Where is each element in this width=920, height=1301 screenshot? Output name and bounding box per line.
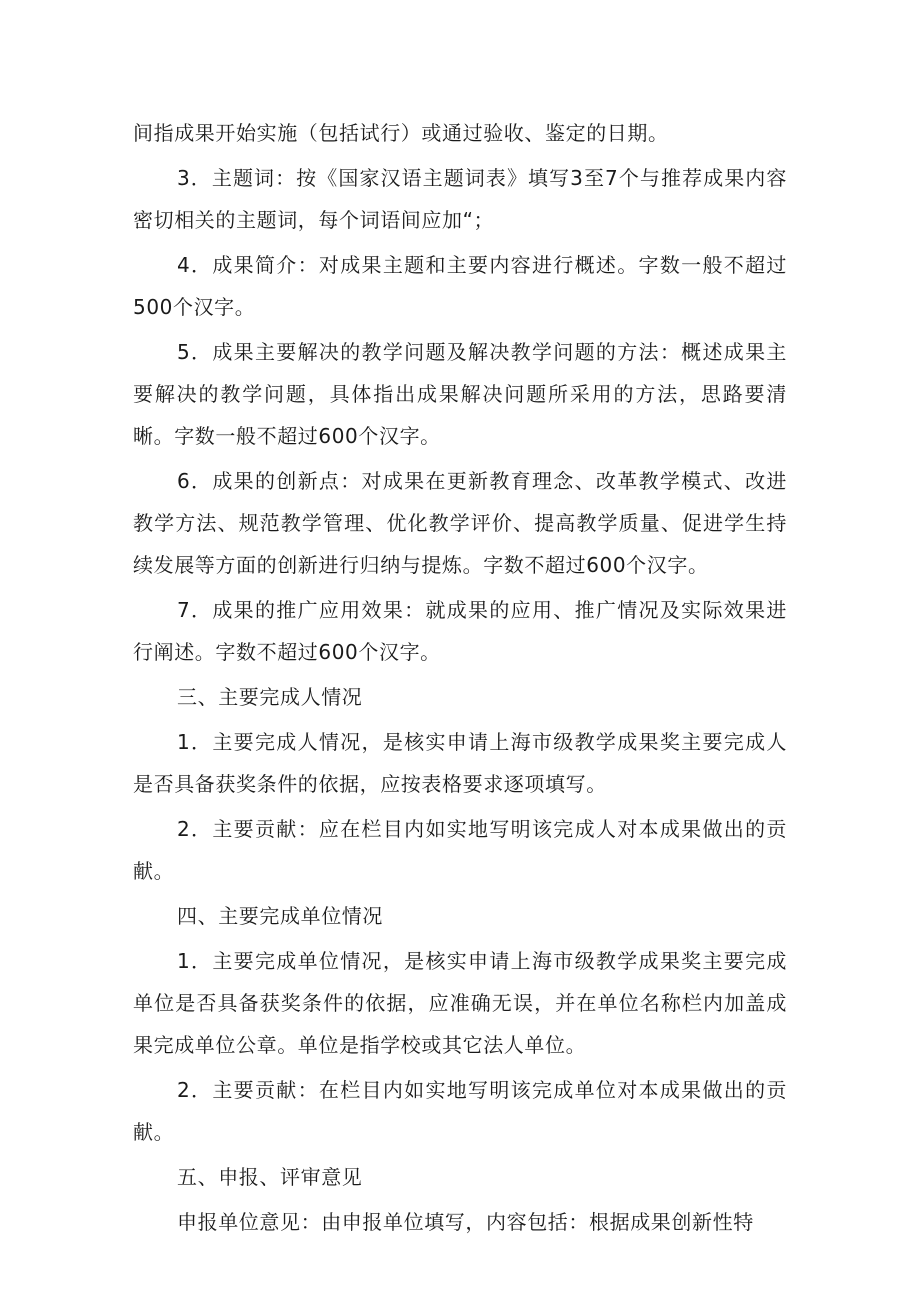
paragraph-person-contribution: 2．主要贡献：应在栏目内如实地写明该完成人对本成果做出的贡献。	[133, 817, 787, 883]
paragraph-problems-methods: 5．成果主要解决的教学问题及解决教学问题的方法：概述成果主要解决的教学问题，具体指出成果解决问题所采用的方法，思路要清晰。字数一般不超过600个汉字。	[133, 340, 787, 448]
paragraph-person-info: 1．主要完成人情况，是核实申请上海市级教学成果奖主要完成人是否具备获奖条件的依据，应按表格要求逐项填写。	[133, 730, 787, 796]
paragraph-innovation: 6．成果的创新点：对成果在更新教育理念、改革教学模式、改进教学方法、规范教学管理、优化教学评价、提高教学质量、促进学生持续发展等方面的创新进行归纳与提炼。字数不超过600个汉字。	[133, 469, 787, 577]
paragraph-summary: 4．成果简介：对成果主题和主要内容进行概述。字数一般不超过500个汉字。	[133, 253, 787, 319]
document-body	[133, 112, 787, 1243]
paragraph-unit-info: 1．主要完成单位情况，是核实申请上海市级教学成果奖主要完成单位是否具备获奖条件的依据，应准确无误，并在单位名称栏内加盖成果完成单位公章。单位是指学校或其它法人单位。	[133, 949, 787, 1057]
section-heading-opinions: 五、申报、评审意见	[177, 1165, 363, 1189]
paragraph-application: 7．成果的推广应用效果：就成果的应用、推广情况及实际效果进行阐述。字数不超过600个汉字。	[133, 598, 787, 664]
paragraph-unit-contribution: 2．主要贡献：在栏目内如实地写明该完成单位对本成果做出的贡献。	[133, 1078, 787, 1144]
paragraph-continuation: 间指成果开始实施（包括试行）或通过验收、鉴定的日期。	[133, 121, 669, 145]
section-heading-main-persons: 三、主要完成人情况	[177, 685, 363, 709]
section-heading-main-units: 四、主要完成单位情况	[177, 904, 383, 928]
paragraph-applicant-opinion: 申报单位意见：由申报单位填写，内容包括：根据成果创新性特	[177, 1210, 754, 1234]
paragraph-subject-terms: 3．主题词：按《国家汉语主题词表》填写3至7个与推荐成果内容密切相关的主题词，每个词语间应加“；	[133, 166, 787, 232]
